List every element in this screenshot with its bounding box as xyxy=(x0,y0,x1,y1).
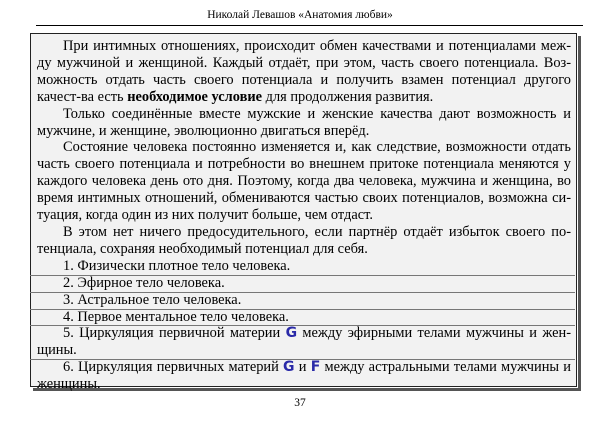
page-number: 37 xyxy=(294,397,306,409)
page-content xyxy=(37,38,571,393)
list-item-5 xyxy=(37,325,571,359)
paragraph-1 xyxy=(37,38,571,106)
header-divider xyxy=(36,25,583,26)
list-item-4: 4. Первое ментальное тело человека. xyxy=(63,308,289,325)
list-item-1: 1. Физически плотное тело человека. xyxy=(63,257,291,274)
list-item-5-text: 5. Циркуляция первичной материи xyxy=(63,325,286,342)
list-item-6-text: 6. Циркуляция первичных материй xyxy=(63,359,284,376)
list-item-3: 3. Астральное тело человека. xyxy=(63,291,242,308)
paragraph-1-text: При интимных отношениях, происходит обмен качествами и потенциалами меж-ду мужчиной и женщиной. Каждый отдаёт, при этом, часть своего потенциала. Воз-можность отдать часть своего потенциала и получить взамен потенциал другого качест-ва есть xyxy=(37,38,571,105)
list-item-6-tail: между астральными телами мужчины и женщины. xyxy=(37,359,571,393)
paragraph-3: Состояние человека постоянно изменяется и, как следствие, возможности отдать часть своего потенциала и потребности во внешнем притоке потенциала меняются у каждого человека день ото дня. Поэтому, когда два человека, мужчина и женщина, во время интимных отношений, обмениваются частью своих потенциалов, возможна си-туация, когда один из них получит больше, чем отдаст. xyxy=(37,139,571,224)
list-item-6-conj: и xyxy=(294,359,311,376)
matter-g-letter: G xyxy=(283,359,295,376)
list-item-6 xyxy=(37,359,571,393)
paragraph-2: Только соединённые вместе мужские и женские качества дают возможность и мужчине, и женщине, эволюционно двигаться вперёд. xyxy=(37,105,571,139)
matter-f-letter: F xyxy=(310,359,321,376)
bold-phrase: необходимое условие xyxy=(127,88,263,105)
list-item-5-tail: между эфирными телами мужчины и жен-щины. xyxy=(37,325,571,359)
running-header: Николай Левашов «Анатомия любви» xyxy=(207,9,393,21)
list-item-2: 2. Эфирное тело человека. xyxy=(63,274,225,291)
paragraph-4: В этом нет ничего предосудительного, если партнёр отдаёт избыток своего по-тенциала, сохраняя необходимый потенциал для себя. xyxy=(37,223,571,257)
paragraph-1-tail: для продолжения развития. xyxy=(262,88,434,105)
matter-g-letter: G xyxy=(285,325,298,342)
